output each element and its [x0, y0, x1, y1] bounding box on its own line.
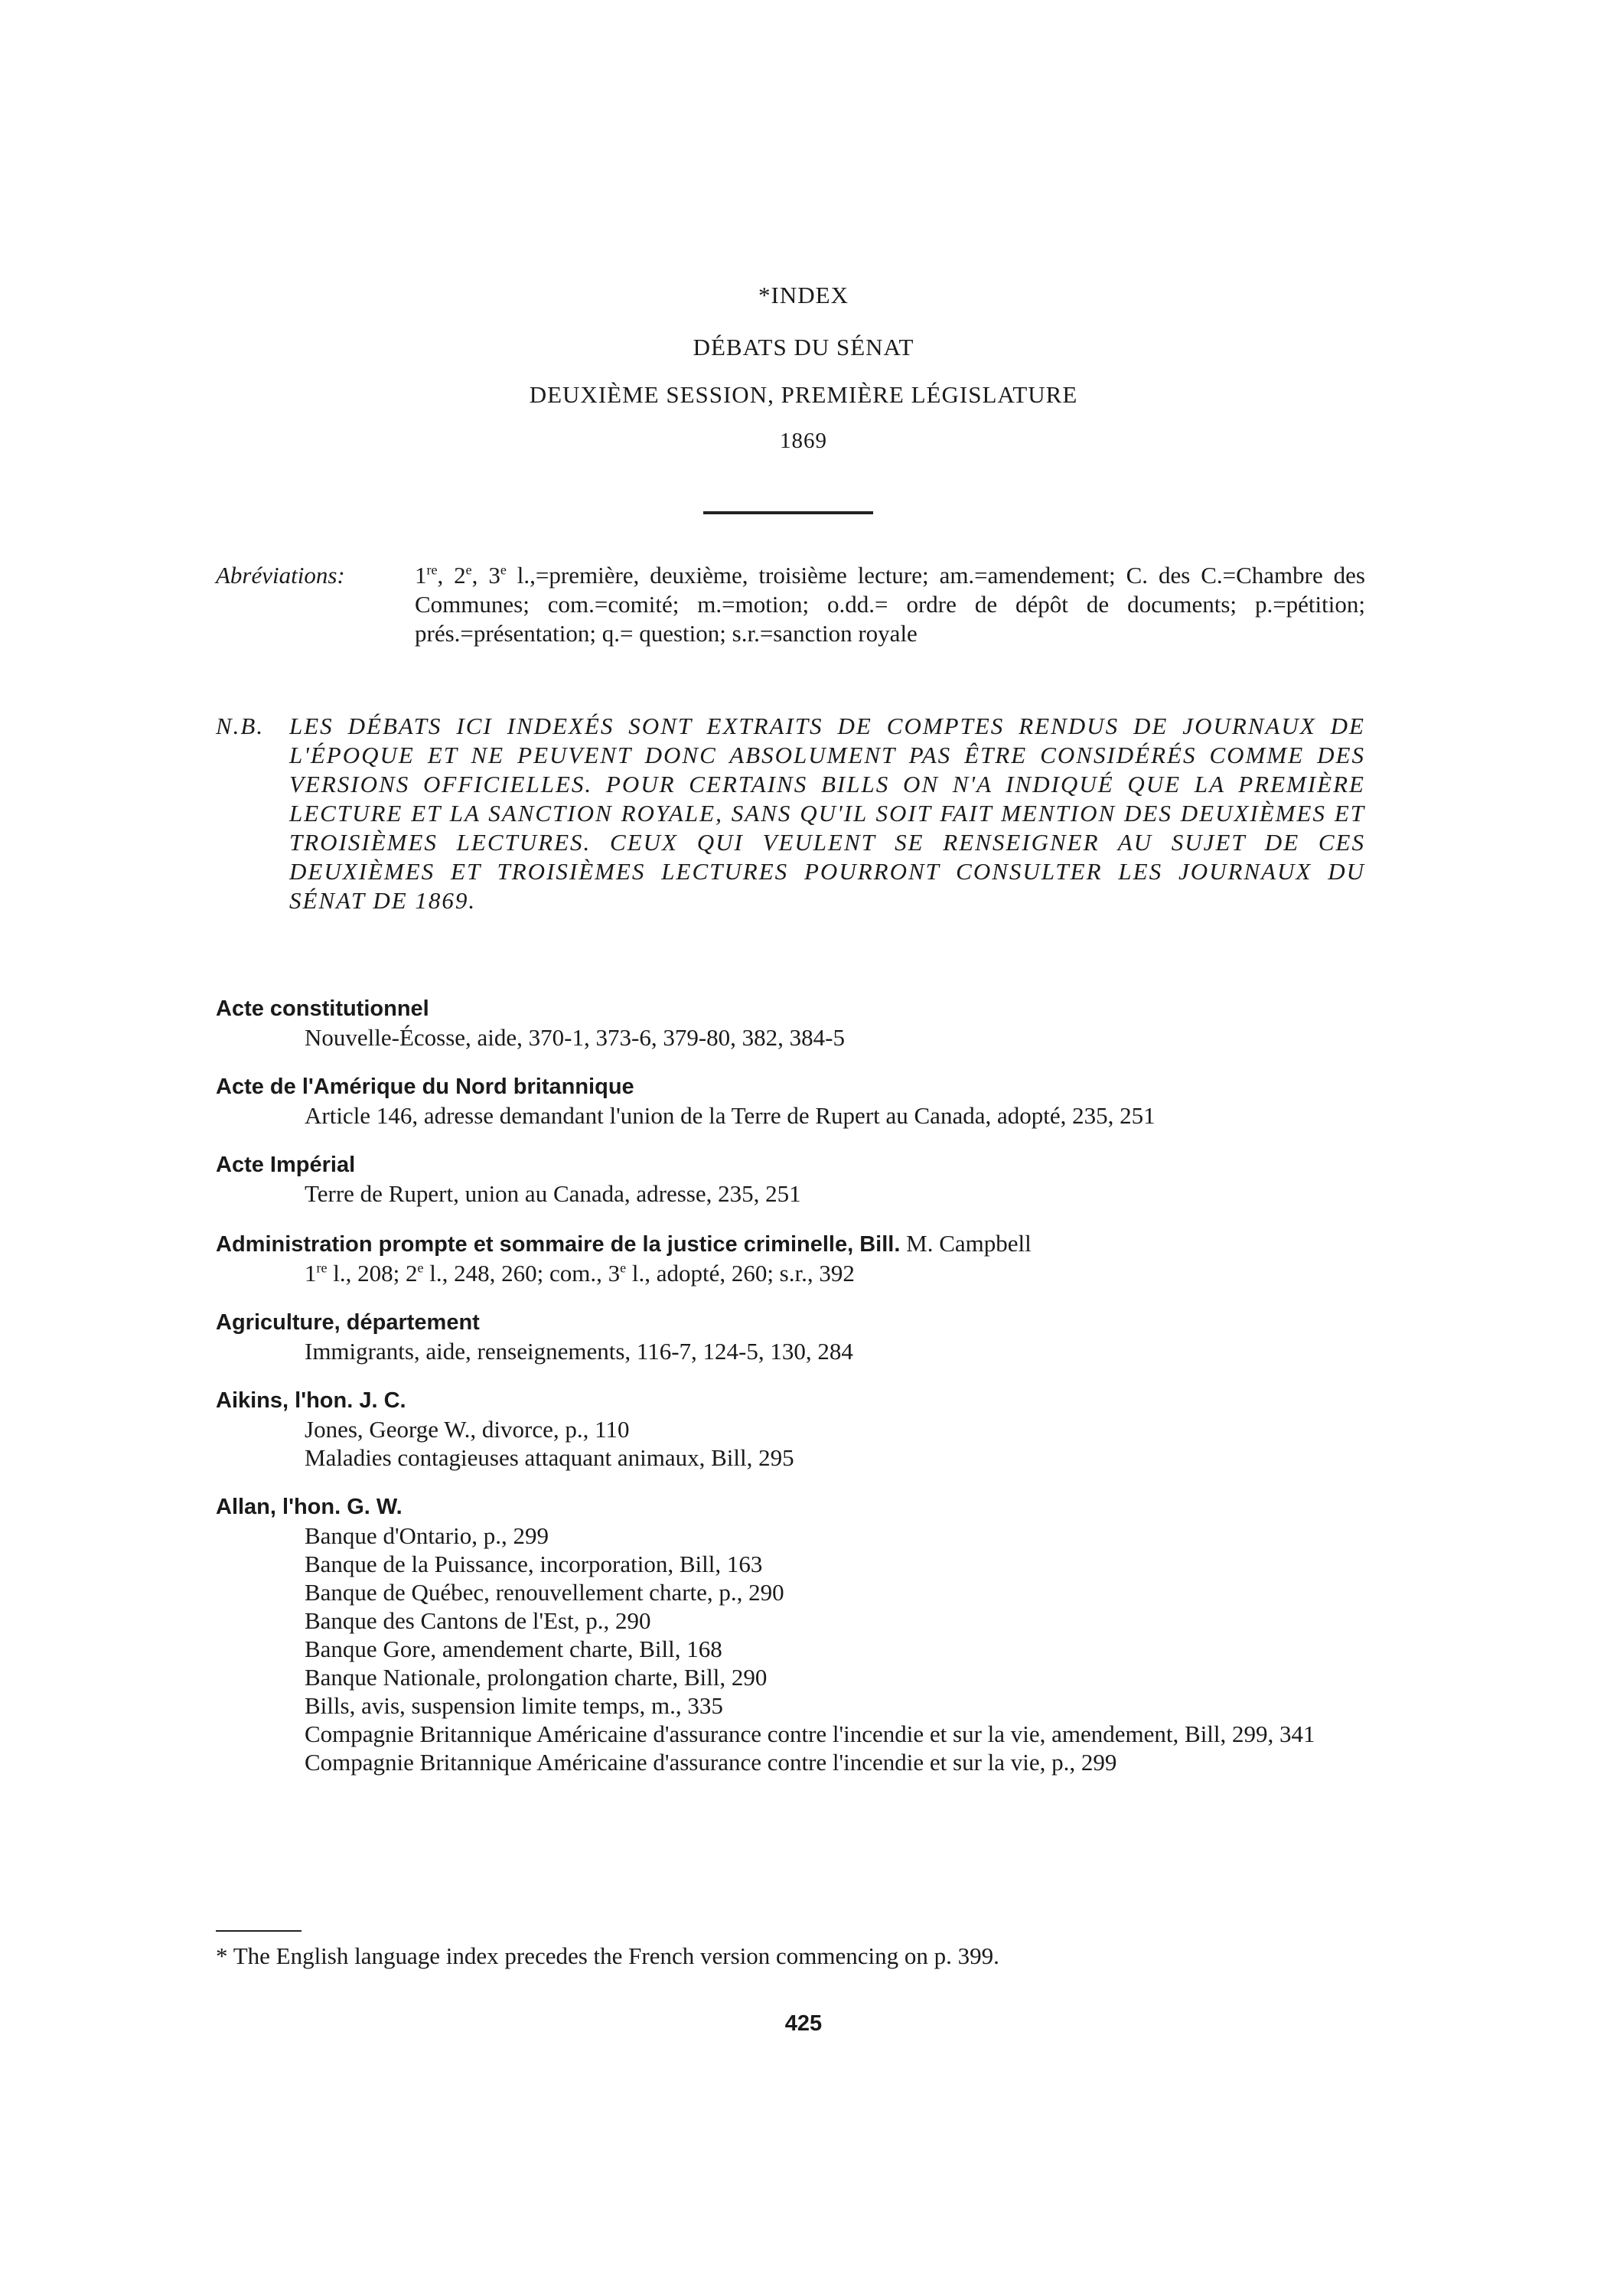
entry-subitem: Immigrants, aide, renseignements, 116-7, 124-5, 130, 284 — [305, 1338, 853, 1365]
abbr-sup: e — [465, 562, 472, 578]
entry-subitem: Article 146, adresse demandant l'union de la Terre de Rupert au Canada, adopté, 235, 251 — [305, 1102, 1156, 1129]
abbr-sup: re — [426, 562, 438, 578]
sub-sup: re — [316, 1260, 328, 1276]
index-entry — [216, 1151, 1365, 1208]
entry-subitem: Terre de Rupert, union au Canada, adresse, 235, 251 — [305, 1180, 801, 1207]
entry-heading: Allan, l'hon. G. W. — [216, 1495, 403, 1519]
index-entry — [216, 995, 1365, 1052]
entry-heading-sponsor: M. Campbell — [900, 1230, 1032, 1257]
sub-sup: e — [417, 1260, 424, 1276]
entry-heading: Acte constitutionnel — [216, 996, 429, 1021]
index-title: *INDEX — [758, 282, 849, 308]
entry-subitem: Banque de la Puissance, incorporation, Bill, 163 — [305, 1551, 763, 1577]
year-label: 1869 — [780, 429, 827, 453]
sub-part: l., 248, 260; com., 3 — [423, 1260, 621, 1287]
entry-subitem: Banque de Québec, renouvellement charte, p., 290 — [305, 1579, 784, 1606]
sub-part: l., adopté, 260; s.r., 392 — [626, 1260, 855, 1287]
footnote-divider — [216, 1930, 302, 1932]
page-number: 425 — [784, 2011, 823, 2036]
entry-heading: Acte de l'Amérique du Nord britannique — [216, 1075, 634, 1099]
abbreviations-text — [415, 561, 1365, 648]
session-title: DEUXIÈME SESSION, PREMIÈRE LÉGISLATURE — [529, 381, 1078, 408]
entry-subitem: Nouvelle-Écosse, aide, 370-1, 373-6, 379-80, 382, 384-5 — [305, 1024, 845, 1051]
entry-subitem: Bills, avis, suspension limite temps, m., 335 — [305, 1692, 723, 1719]
entry-subitem: Compagnie Britannique Américaine d'assurance contre l'incendie et sur la vie, p., 299 — [305, 1749, 1117, 1776]
entry-subitem: Banque Gore, amendement charte, Bill, 168 — [305, 1636, 722, 1662]
footnote: * The English language index precedes the French version commencing on p. 399. — [216, 1942, 999, 1969]
entry-subitem — [216, 1259, 1365, 1287]
abbr-part: l.,=première, deuxième, troisième lecture; am.=amendement; C. des C.=Chambre des Communes; com.=comité; m.=motion; o.dd.= ordre de dépôt de documents; p.=pétition; prés.=présentation; q.= question; s.r.=sanction royale — [415, 562, 1365, 647]
entry-heading: Agriculture, département — [216, 1310, 480, 1335]
entry-subitem: Banque d'Ontario, p., 299 — [305, 1522, 549, 1549]
entry-subitem: Banque des Cantons de l'Est, p., 290 — [305, 1607, 651, 1634]
abbr-sup: e — [500, 562, 507, 578]
sub-part: l., 208; 2 — [327, 1260, 418, 1287]
index-entry — [216, 1073, 1365, 1130]
note-text: LES DÉBATS ICI INDEXÉS SONT EXTRAITS DE COMPTES RENDUS DE JOURNAUX DE L'ÉPOQUE ET NE PEUVENT DONC ABSOLUMENT PAS ÊTRE CONSIDÉRÉS COMME DES VERSIONS OFFICIELLES. POUR CERTAINS BILLS ON N'A INDIQUÉ QUE LA PREMIÈRE LECTURE ET LA SANCTION ROYALE, SANS QU'IL SOIT FAIT MENTION DES DEUXIÈMES ET TROISIÈMES LECTURES. CEUX QUI VEULENT SE RENSEIGNER AU SUJET DE CES DEUXIÈMES ET TROISIÈMES LECTURES POURRONT CONSULTER LES JOURNAUX DU SÉNAT DE 1869. — [289, 713, 1365, 914]
entry-subitem: Compagnie Britannique Américaine d'assurance contre l'incendie et sur la vie, amendement, Bill, 299, 341 — [305, 1720, 1315, 1747]
index-entry — [216, 1229, 1365, 1287]
index-entry — [216, 1493, 1365, 1776]
note-block — [216, 712, 1365, 915]
index-entry — [216, 1309, 1365, 1365]
abbreviations-label: Abréviations: — [216, 562, 345, 589]
index-entry — [216, 1387, 1365, 1472]
title-divider — [703, 511, 873, 514]
entry-subitem: Banque Nationale, prolongation charte, Bill, 290 — [305, 1664, 768, 1691]
entry-heading-row — [216, 1229, 1365, 1259]
abbr-part: , 3 — [471, 562, 500, 589]
entry-heading: Acte Impérial — [216, 1153, 356, 1177]
debates-title: DÉBATS DU SÉNAT — [693, 334, 914, 360]
entry-heading: Aikins, l'hon. J. C. — [216, 1388, 406, 1413]
abbreviations-block — [216, 561, 1365, 648]
sub-sup: e — [620, 1260, 627, 1276]
sub-part: 1 — [305, 1260, 317, 1287]
index-entries — [216, 995, 1365, 1798]
entry-subitem: Jones, George W., divorce, p., 110 — [305, 1416, 630, 1443]
note-label: N.B. — [216, 713, 265, 739]
abbr-part: 1 — [415, 562, 427, 589]
entry-subitem: Maladies contagieuses attaquant animaux, Bill, 295 — [305, 1444, 794, 1471]
abbr-part: , 2 — [437, 562, 466, 589]
entry-heading: Administration prompte et sommaire de la justice criminelle, Bill. — [216, 1232, 901, 1257]
